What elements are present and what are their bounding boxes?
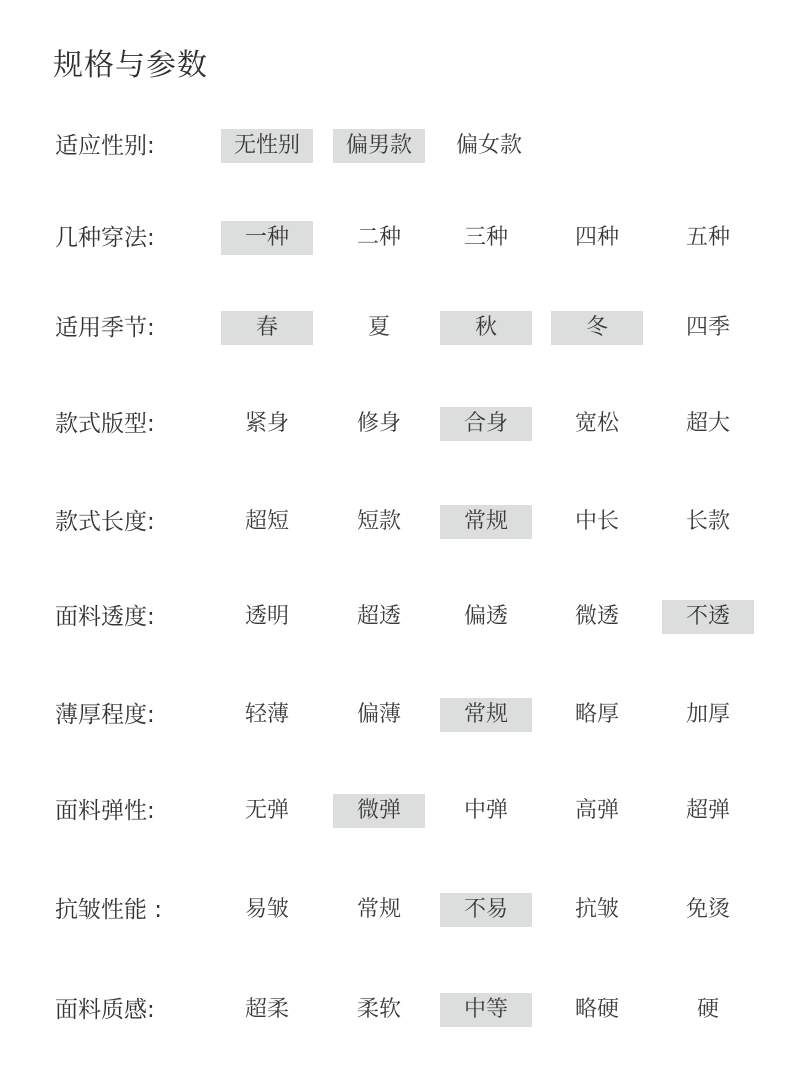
spec-label: 面料透度:	[55, 604, 155, 630]
spec-option[interactable]: 超弹	[685, 798, 730, 823]
spec-option[interactable]: 短款	[356, 509, 401, 534]
spec-label: 适应性别:	[55, 133, 155, 159]
spec-option[interactable]: 二种	[356, 225, 401, 250]
spec-row	[0, 892, 812, 928]
spec-option-selected[interactable]: 偏男款	[333, 129, 425, 163]
spec-option[interactable]: 免烫	[685, 897, 730, 922]
spec-label: 款式长度:	[55, 509, 155, 535]
spec-option[interactable]: 中长	[574, 509, 619, 534]
spec-option-selected[interactable]: 一种	[221, 221, 313, 255]
spec-option-selected[interactable]: 合身	[440, 407, 532, 441]
spec-label: 款式版型:	[55, 411, 155, 437]
spec-option[interactable]: 偏薄	[356, 702, 401, 727]
spec-option[interactable]: 略厚	[574, 702, 619, 727]
spec-option-selected[interactable]: 微弹	[333, 794, 425, 828]
spec-option[interactable]: 微透	[574, 604, 619, 629]
spec-option-selected[interactable]: 常规	[440, 698, 532, 732]
spec-row	[0, 504, 812, 540]
spec-label: 几种穿法:	[55, 225, 155, 251]
spec-row	[0, 599, 812, 635]
spec-option[interactable]: 紧身	[244, 411, 289, 436]
spec-label: 面料质感:	[55, 997, 155, 1023]
spec-option[interactable]: 透明	[244, 604, 289, 629]
spec-row	[0, 793, 812, 829]
spec-option[interactable]: 无弹	[244, 798, 289, 823]
spec-row	[0, 406, 812, 442]
spec-option-selected[interactable]: 无性别	[221, 129, 313, 163]
spec-option-selected[interactable]: 秋	[440, 311, 532, 345]
spec-row	[0, 310, 812, 346]
spec-option[interactable]: 修身	[356, 411, 401, 436]
spec-option[interactable]: 抗皱	[574, 897, 619, 922]
spec-label: 适用季节:	[55, 315, 155, 341]
spec-row	[0, 128, 812, 164]
spec-option-selected[interactable]: 不易	[440, 893, 532, 927]
spec-option[interactable]: 偏透	[463, 604, 508, 629]
spec-option[interactable]: 柔软	[356, 997, 401, 1022]
spec-row	[0, 220, 812, 256]
spec-option[interactable]: 超柔	[244, 997, 289, 1022]
spec-option[interactable]: 常规	[356, 897, 401, 922]
spec-label: 面料弹性:	[55, 798, 155, 824]
spec-label: 抗皱性能 :	[55, 897, 163, 923]
spec-option[interactable]: 夏	[367, 315, 390, 340]
spec-option[interactable]: 超短	[244, 509, 289, 534]
spec-option[interactable]: 四种	[574, 225, 619, 250]
spec-label: 薄厚程度:	[55, 702, 155, 728]
spec-option[interactable]: 略硬	[574, 997, 619, 1022]
spec-option[interactable]: 四季	[685, 315, 730, 340]
spec-option[interactable]: 中弹	[463, 798, 508, 823]
spec-row	[0, 697, 812, 733]
spec-option[interactable]: 加厚	[685, 702, 730, 727]
spec-option[interactable]: 长款	[685, 509, 730, 534]
spec-row	[0, 992, 812, 1028]
spec-option[interactable]: 三种	[463, 225, 508, 250]
spec-option[interactable]: 偏女款	[455, 133, 522, 158]
spec-option[interactable]: 易皱	[244, 897, 289, 922]
page-title: 规格与参数	[53, 48, 208, 83]
spec-option[interactable]: 超大	[685, 411, 730, 436]
spec-option-selected[interactable]: 不透	[662, 600, 754, 634]
spec-option-selected[interactable]: 春	[221, 311, 313, 345]
spec-option[interactable]: 高弹	[574, 798, 619, 823]
spec-option[interactable]: 宽松	[574, 411, 619, 436]
spec-option[interactable]: 五种	[685, 225, 730, 250]
spec-option[interactable]: 轻薄	[244, 702, 289, 727]
spec-option-selected[interactable]: 冬	[551, 311, 643, 345]
spec-option[interactable]: 超透	[356, 604, 401, 629]
spec-option[interactable]: 硬	[696, 997, 719, 1022]
spec-option-selected[interactable]: 中等	[440, 993, 532, 1027]
spec-option-selected[interactable]: 常规	[440, 505, 532, 539]
